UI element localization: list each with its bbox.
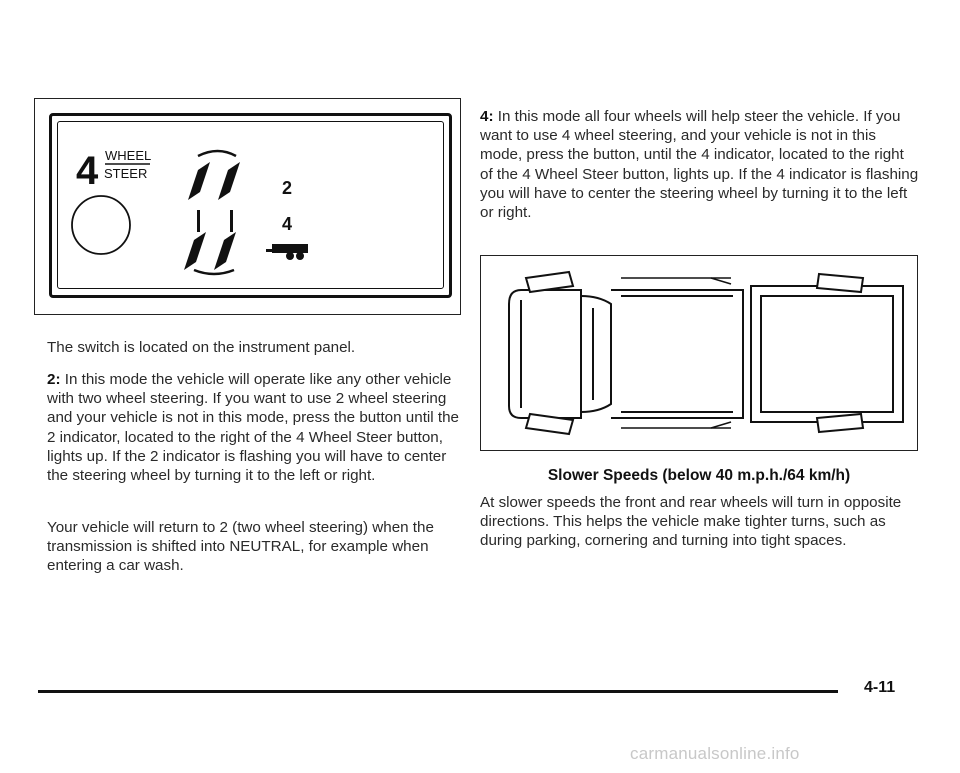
switch-caption: The switch is located on the instrument panel.: [47, 339, 356, 356]
wheel-diagram-icon: [184, 151, 240, 274]
switch-illustration: [58, 122, 438, 282]
truck-figure: [480, 255, 918, 451]
switch-face: [57, 121, 444, 289]
mode-4-paragraph: [480, 107, 920, 222]
neutral-paragraph: Your vehicle will return to 2 (two wheel steering) when the transmission is shifted into NEUTRAL, for example when entering a car wash.: [47, 519, 434, 575]
truck-figure-title: Slower Speeds (below 40 m.p.h./64 km/h): [547, 467, 851, 484]
mode-2-key: 2:: [47, 371, 61, 388]
indicator-2: 2: [282, 178, 293, 198]
mode-4-text: In this mode all four wheels will help steer the vehicle. If you want to use 4 wheel steering, and your vehicle is not in this mode, press the button, until the 4 indicator, located to the right of the 4 Wheel Steer button, lights up. If the 4 indicator is flashing you will have to center the steering wheel by turning it to the left or right.: [480, 108, 919, 222]
mode-2-paragraph: [47, 370, 463, 485]
truck-top-view-illustration: [481, 256, 917, 450]
mode-2-text: In this mode the vehicle will operate like any other vehicle with two wheel steering. If you want to use 2 wheel steering and your vehicle is not in this mode, press the button until the 2 indicator, located to the right of the 4 Wheel Steer button, lights up. If the 2 indicator is flashing you will have to center the steering wheel by turning it to the left or right.: [47, 371, 459, 485]
switch-label-bottom: STEER: [104, 166, 148, 181]
slower-speeds-paragraph: At slower speeds the front and rear wheels will turn in opposite directions. This helps the vehicle make tighter turns, such as during parking, cornering and turning into tight spaces.: [480, 494, 902, 550]
switch-label-number: 4: [76, 149, 99, 193]
watermark: carmanualsonline.info: [630, 744, 800, 763]
footer-rule: [38, 690, 838, 693]
indicator-4: 4: [282, 214, 293, 234]
steer-button: [72, 196, 130, 254]
switch-bezel: [49, 113, 452, 298]
switch-figure: [34, 98, 461, 315]
page-number: 4-11: [864, 679, 896, 696]
trailer-icon: [266, 244, 308, 260]
switch-label-top: WHEEL: [105, 148, 152, 163]
mode-4-key: 4:: [480, 108, 494, 125]
